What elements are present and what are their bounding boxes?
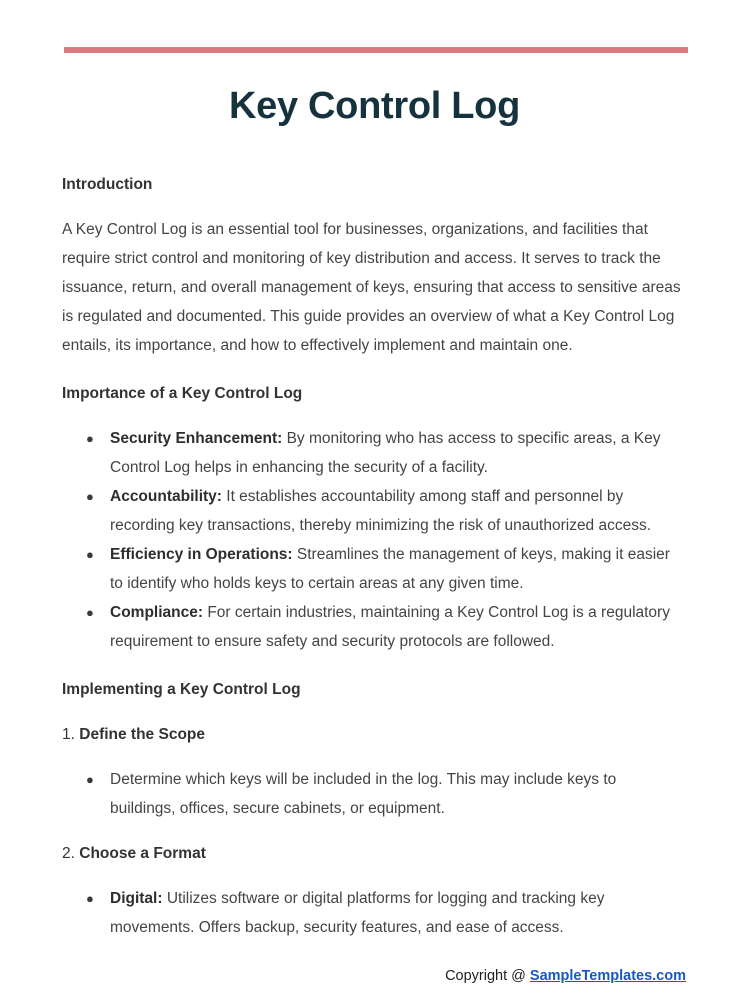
item-label: Digital: [110,890,163,907]
item-text: Streamlines the management of keys, making it easier to identify who holds keys to certain areas at any given time. [110,546,670,592]
item-label: Compliance: [110,604,204,621]
bullet-icon: ● [86,547,94,562]
item-text: Utilizes software or digital platforms for logging and tracking key movements. Offers backup, security features, and ease of access. [110,890,605,936]
list-item [62,540,686,598]
list-item [62,598,686,656]
bullet-icon: ● [86,772,94,787]
page-title: Key Control Log [228,85,521,127]
copyright-footer [445,968,686,984]
item-label: Efficiency in Operations: [110,546,293,563]
step-2-title [62,839,686,868]
bullet-icon: ● [86,431,94,446]
step-number: 2. [62,845,75,862]
item-text: For certain industries, maintaining a Key Control Log is a regulatory requirement to ensure safety and security protocols are followed. [110,604,670,650]
sampletemplates-link[interactable]: SampleTemplates.com [529,968,686,984]
item-label: Security Enhancement: [110,430,283,447]
bullet-icon: ● [86,891,94,906]
introduction-heading: Introduction [62,176,153,193]
importance-list [62,424,686,656]
item-text: It establishes accountability among staff and personnel by recording key transactions, thereby minimizing the risk of unauthorized access. [110,488,652,534]
item-label: Accountability: [110,488,222,505]
introduction-text: A Key Control Log is an essential tool for businesses, organizations, and facilities that require strict control and monitoring of key distribution and access. It serves to track the issuance, return, and overall management of keys, ensuring that access to sensitive areas is regulated and documented. This guide provides an overview of what a Key Control Log entails, its importance, and how to effectively implement and maintain one. [62,221,681,354]
item-text: By monitoring who has access to specific areas, a Key Control Log helps in enhancing the security of a facility. [110,430,661,476]
step-number: 1. [62,726,75,743]
bullet-icon: ● [86,489,94,504]
top-accent-bar [64,47,688,53]
step-2-list [62,884,686,942]
list-item [62,884,686,942]
importance-heading: Importance of a Key Control Log [62,385,303,402]
implementing-heading: Implementing a Key Control Log [62,681,301,698]
copyright-prefix: Copyright @ [445,968,530,984]
item-text: Determine which keys will be included in the log. This may include keys to buildings, offices, secure cabinets, or equipment. [110,771,617,817]
document-body [62,170,686,942]
list-item [62,424,686,482]
list-item [62,482,686,540]
step-1-list [62,765,686,823]
step-1-title [62,720,686,749]
list-item [62,765,686,823]
bullet-icon: ● [86,605,94,620]
step-label: Define the Scope [79,726,205,743]
step-label: Choose a Format [79,845,206,862]
